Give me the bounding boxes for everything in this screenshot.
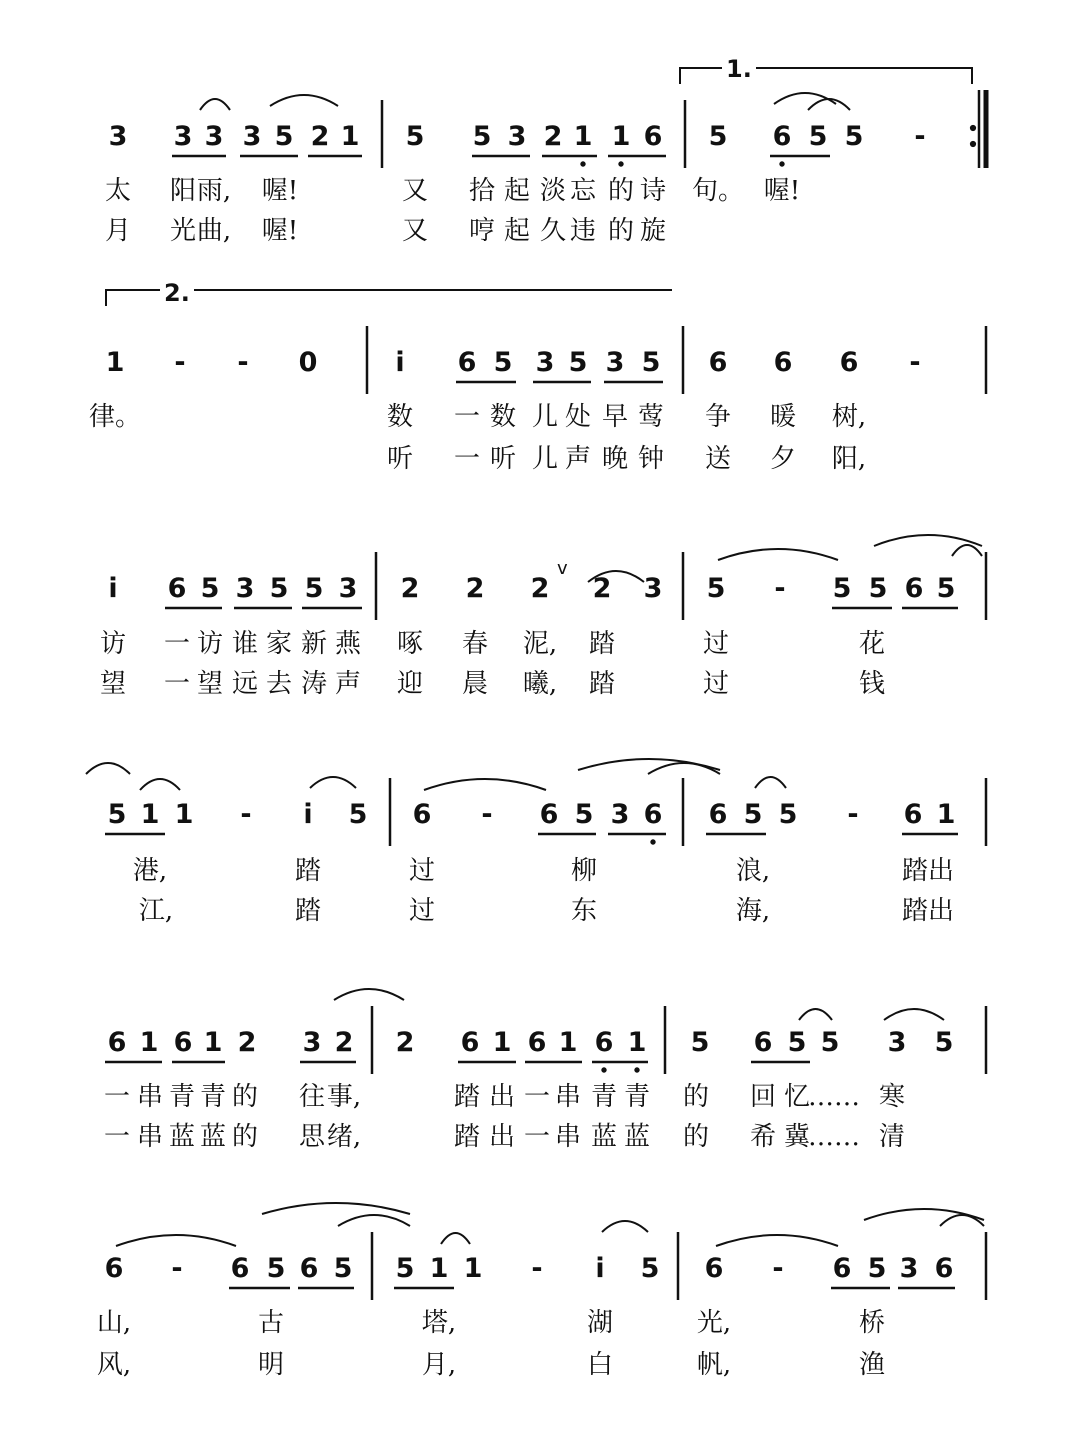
lyric-verse-2: 旋 (639, 216, 667, 246)
lyric-verse-2: 久 (539, 216, 567, 246)
note: 5 (574, 799, 594, 830)
slur (200, 99, 230, 110)
lyric-verse-1: 湖 (586, 1308, 614, 1338)
lyric-verse-2: 起 (503, 216, 531, 246)
note: 0 (298, 347, 318, 378)
note: - (531, 1253, 543, 1284)
lyric-verse-1: 暖 (769, 402, 797, 432)
note: 6 (173, 1027, 193, 1058)
lyric-verse-2: 渔 (858, 1350, 886, 1380)
lyric-verse-2: 月 (104, 216, 132, 246)
lyric-verse-1: 青 (168, 1082, 196, 1112)
lyric-verse-1: 过 (702, 629, 730, 659)
slur (952, 545, 982, 556)
note: - (909, 347, 921, 378)
note: 5 (708, 121, 728, 152)
note: 2 (592, 573, 612, 604)
note: 6 (107, 1027, 127, 1058)
note: 3 (338, 573, 358, 604)
lyric-verse-1: 泥, (522, 629, 558, 659)
note: i (303, 799, 313, 830)
slur (441, 1233, 470, 1244)
note: 5 (808, 121, 828, 152)
note: 5 (472, 121, 492, 152)
note: 6 (704, 1253, 724, 1284)
lyric-verse-2: 江, (138, 896, 174, 926)
lyric-verse-2: 踏 (294, 896, 322, 926)
note: i (595, 1253, 605, 1284)
note: 6 (167, 573, 187, 604)
slur (338, 1215, 410, 1226)
note: 3 (204, 121, 224, 152)
lyric-verse-2: 钟 (637, 444, 665, 474)
lyric-verse-1: 踏 (294, 856, 322, 886)
lyric-verse-2: 蓝 (590, 1122, 618, 1152)
lyric-verse-1: 访 (196, 629, 224, 659)
note: 3 (535, 347, 555, 378)
lyric-verse-2: …… (808, 1122, 860, 1152)
lyric-verse-1: 回 (749, 1082, 777, 1112)
note: 6 (772, 121, 792, 152)
lyric-verse-1: 踏 (588, 629, 616, 659)
note: - (174, 347, 186, 378)
lyric-verse-1: 数 (386, 402, 414, 432)
note: 3 (242, 121, 262, 152)
note: 6 (412, 799, 432, 830)
note: 6 (839, 347, 859, 378)
note: - (481, 799, 493, 830)
note: 2 (400, 573, 420, 604)
lyric-verse-2: 又 (401, 216, 429, 246)
lyric-verse-1: 踏 (453, 1082, 481, 1112)
lyric-verse-1: 的 (231, 1082, 259, 1112)
note: 3 (610, 799, 630, 830)
slur (716, 1235, 838, 1246)
lyric-verse-2: 一 (523, 1122, 551, 1152)
note: - (772, 1253, 784, 1284)
lyric-verse-2: 冀 (783, 1122, 811, 1152)
lyric-verse-1: 光, (696, 1308, 732, 1338)
lyric-verse-1: 一 (523, 1082, 551, 1112)
note: 2 (310, 121, 330, 152)
lyric-verse-2: 去 (265, 669, 293, 699)
note: 6 (457, 347, 477, 378)
low-octave-dot (780, 162, 784, 166)
lyric-verse-1: 律。 (88, 402, 142, 432)
lyric-verse-2: 远 (231, 669, 259, 699)
note: 2 (334, 1027, 354, 1058)
lyric-verse-2: 踏 (453, 1122, 481, 1152)
low-octave-dot (651, 840, 655, 844)
lyric-verse-1: 数 (489, 402, 517, 432)
lyric-verse-1: 事, (326, 1082, 362, 1112)
note: 2 (543, 121, 563, 152)
lyric-verse-2: 蓝 (199, 1122, 227, 1152)
note: 5 (832, 573, 852, 604)
lyric-verse-2: 一 (163, 669, 191, 699)
slur (262, 1203, 410, 1214)
slur (940, 1215, 984, 1226)
note: 6 (934, 1253, 954, 1284)
lyric-verse-1: 青 (199, 1082, 227, 1112)
lyric-verse-1: 燕 (334, 629, 362, 659)
note: 5 (787, 1027, 807, 1058)
lyric-verse-2: 清 (878, 1122, 906, 1152)
lyric-verse-2: 喔! (261, 216, 299, 246)
lyric-verse-1: 出 (488, 1082, 516, 1112)
lyric-verse-1: 啄 (396, 629, 424, 659)
lyric-verse-2: 海, (735, 896, 771, 926)
slur (718, 549, 838, 560)
slur (116, 1235, 236, 1246)
lyric-verse-1: 一 (103, 1082, 131, 1112)
lyric-verse-2: 一 (103, 1122, 131, 1152)
low-octave-dot (635, 1068, 639, 1072)
lyric-verse-2: 踏出 (901, 896, 955, 926)
lyric-verse-2: 希 (749, 1122, 777, 1152)
note: 1 (558, 1027, 578, 1058)
lyric-verse-2: 声 (564, 444, 592, 474)
note: 3 (605, 347, 625, 378)
note: 5 (348, 799, 368, 830)
note: 3 (235, 573, 255, 604)
note: 6 (904, 573, 924, 604)
note: 1 (140, 799, 160, 830)
lyric-verse-1: 喔! (763, 176, 801, 206)
note: 6 (903, 799, 923, 830)
note: 6 (539, 799, 559, 830)
note: - (847, 799, 859, 830)
lyric-verse-2: 晚 (601, 444, 629, 474)
lyric-verse-1: 又 (401, 176, 429, 206)
note: 6 (832, 1253, 852, 1284)
lyric-verse-1: 阳 (169, 176, 197, 206)
lyric-verse-1: 太 (104, 176, 132, 206)
lyric-verse-1: 浪, (735, 856, 771, 886)
note: 3 (507, 121, 527, 152)
note: 6 (299, 1253, 319, 1284)
lyric-verse-1: 莺 (637, 402, 665, 432)
lyric-verse-1: 塔, (421, 1308, 457, 1338)
lyric-verse-2: 蓝 (623, 1122, 651, 1152)
note: 2 (465, 573, 485, 604)
lyric-verse-2: 过 (702, 669, 730, 699)
lyric-verse-1: 古 (257, 1308, 285, 1338)
lyric-verse-1: 一 (453, 402, 481, 432)
lyric-verse-2: 听 (489, 444, 517, 474)
lyric-verse-2: 儿 (531, 444, 559, 474)
lyric-verse-1: 的 (607, 176, 635, 206)
volta-label-2: 2. (160, 280, 194, 306)
note: 3 (643, 573, 663, 604)
note: 5 (936, 573, 956, 604)
note: 5 (493, 347, 513, 378)
slur (270, 95, 338, 106)
lyric-verse-1: 访 (99, 629, 127, 659)
note: 1 (203, 1027, 223, 1058)
lyric-verse-1: 柳 (570, 856, 598, 886)
lyric-verse-2: 违 (569, 216, 597, 246)
slur (140, 779, 180, 790)
note: 1 (340, 121, 360, 152)
lyric-verse-1: 谁 (231, 629, 259, 659)
repeat-dot (970, 125, 975, 130)
lyric-verse-1: 诗 (639, 176, 667, 206)
lyric-verse-2: 月, (421, 1350, 457, 1380)
note: 3 (899, 1253, 919, 1284)
lyric-verse-1: 往 (298, 1082, 326, 1112)
lyric-verse-1: 青 (623, 1082, 651, 1112)
note: 6 (594, 1027, 614, 1058)
lyric-verse-1: 儿 (531, 402, 559, 432)
lyric-verse-2: 涛 (300, 669, 328, 699)
lyric-verse-2: 光 (169, 216, 197, 246)
lyric-verse-1: 春 (461, 629, 489, 659)
lyric-verse-1: 处 (564, 402, 592, 432)
note: 6 (527, 1027, 547, 1058)
note: 6 (230, 1253, 250, 1284)
note: 3 (173, 121, 193, 152)
note: i (395, 347, 405, 378)
slur (799, 1009, 832, 1020)
lyric-verse-1: 新 (300, 629, 328, 659)
note: 5 (405, 121, 425, 152)
lyric-verse-1: 早 (601, 402, 629, 432)
lyric-verse-1: 的 (682, 1082, 710, 1112)
note: 5 (568, 347, 588, 378)
note: - (774, 573, 786, 604)
lyric-verse-1: 寒 (878, 1082, 906, 1112)
note: 2 (530, 573, 550, 604)
note: 5 (867, 1253, 887, 1284)
note: i (108, 573, 118, 604)
note: 5 (868, 573, 888, 604)
lyric-verse-1: 起 (503, 176, 531, 206)
lyric-verse-1: 青 (590, 1082, 618, 1112)
lyric-verse-2: 白 (586, 1350, 614, 1380)
lyric-verse-2: 蓝 (168, 1122, 196, 1152)
note: - (914, 121, 926, 152)
note: 3 (302, 1027, 322, 1058)
lyric-verse-1: 花 (858, 629, 886, 659)
slur (424, 779, 546, 790)
note: 5 (107, 799, 127, 830)
lyric-verse-2: 听 (386, 444, 414, 474)
note: 6 (104, 1253, 124, 1284)
lyric-verse-2: 的 (607, 216, 635, 246)
lyric-verse-2: 过 (408, 896, 436, 926)
lyric-verse-2: 阳, (831, 444, 867, 474)
slur (602, 1221, 648, 1232)
note: 5 (690, 1027, 710, 1058)
note: - (237, 347, 249, 378)
note: 5 (395, 1253, 415, 1284)
lyric-verse-2: 望 (99, 669, 127, 699)
slur (334, 989, 404, 1000)
note: 6 (460, 1027, 480, 1058)
note: 2 (237, 1027, 257, 1058)
slur (648, 763, 720, 774)
lyric-verse-2: 的 (231, 1122, 259, 1152)
lyric-verse-1: 忆 (783, 1082, 811, 1112)
lyric-verse-2: 一 (453, 444, 481, 474)
lyric-verse-1: 踏出 (901, 856, 955, 886)
lyric-verse-1: 雨, (196, 176, 232, 206)
note: 1 (936, 799, 956, 830)
lyric-verse-2: 曲, (196, 216, 232, 246)
note: 1 (429, 1253, 449, 1284)
lyric-verse-2: 串 (136, 1122, 164, 1152)
note: 5 (269, 573, 289, 604)
note: 5 (844, 121, 864, 152)
note: 2 (395, 1027, 415, 1058)
note: 1 (492, 1027, 512, 1058)
note: 5 (706, 573, 726, 604)
note: 1 (573, 121, 593, 152)
lyric-verse-2: 思 (298, 1122, 326, 1152)
note: 5 (934, 1027, 954, 1058)
lyric-verse-2: 曦, (522, 669, 558, 699)
lyric-verse-1: 过 (408, 856, 436, 886)
note: 5 (304, 573, 324, 604)
lyric-verse-2: 串 (554, 1122, 582, 1152)
lyric-verse-2: 哼 (468, 216, 496, 246)
note: 5 (778, 799, 798, 830)
lyric-verse-1: 桥 (858, 1308, 886, 1338)
lyric-verse-2: 帆, (696, 1350, 732, 1380)
note: 5 (820, 1027, 840, 1058)
lyric-verse-2: 东 (570, 896, 598, 926)
lyric-verse-1: 家 (265, 629, 293, 659)
volta-label-1: 1. (722, 56, 756, 82)
lyric-verse-2: 晨 (461, 669, 489, 699)
note: 1 (105, 347, 125, 378)
lyric-verse-2: 绪, (326, 1122, 362, 1152)
note: 6 (773, 347, 793, 378)
lyric-verse-2: 夕 (769, 444, 797, 474)
note: 6 (708, 799, 728, 830)
low-octave-dot (581, 162, 585, 166)
lyric-verse-2: 踏 (588, 669, 616, 699)
slur (884, 1009, 944, 1020)
note: 1 (611, 121, 631, 152)
lyric-verse-1: 串 (554, 1082, 582, 1112)
breath-mark: v (557, 558, 568, 579)
lyric-verse-2: 的 (682, 1122, 710, 1152)
lyric-verse-1: 串 (136, 1082, 164, 1112)
note: 1 (174, 799, 194, 830)
note: - (171, 1253, 183, 1284)
note: 5 (333, 1253, 353, 1284)
note: 5 (274, 121, 294, 152)
note: 5 (266, 1253, 286, 1284)
note: 1 (463, 1253, 483, 1284)
lyric-verse-2: 声 (334, 669, 362, 699)
note: 6 (643, 121, 663, 152)
lyric-verse-2: 钱 (858, 669, 886, 699)
slur (310, 777, 356, 788)
lyric-verse-2: 望 (196, 669, 224, 699)
note: 5 (640, 1253, 660, 1284)
note: 5 (200, 573, 220, 604)
low-octave-dot (602, 1068, 606, 1072)
slur (755, 777, 786, 788)
lyric-verse-1: 港, (132, 856, 168, 886)
note: 3 (108, 121, 128, 152)
lyric-verse-1: 一 (163, 629, 191, 659)
lyric-verse-2: 明 (257, 1350, 285, 1380)
lyric-verse-2: 风, (96, 1350, 132, 1380)
lyric-verse-2: 迎 (396, 669, 424, 699)
note: 6 (753, 1027, 773, 1058)
lyric-verse-1: 树, (831, 402, 867, 432)
note: 1 (627, 1027, 647, 1058)
note: 6 (643, 799, 663, 830)
lyric-verse-2: 出 (488, 1122, 516, 1152)
lyric-verse-2: 送 (704, 444, 732, 474)
note: 5 (641, 347, 661, 378)
repeat-dot (970, 141, 975, 146)
lyric-verse-1: 句。 (691, 176, 745, 206)
note: 1 (139, 1027, 159, 1058)
lyric-verse-1: 争 (704, 402, 732, 432)
lyric-verse-1: 山, (96, 1308, 132, 1338)
note: 6 (708, 347, 728, 378)
note: - (240, 799, 252, 830)
slur (86, 763, 130, 774)
lyric-verse-1: 喔! (261, 176, 299, 206)
lyric-verse-1: 淡 (539, 176, 567, 206)
lyric-verse-1: …… (808, 1082, 860, 1112)
lyric-verse-1: 忘 (569, 176, 597, 206)
lyric-verse-1: 拾 (468, 176, 496, 206)
low-octave-dot (619, 162, 623, 166)
note: 5 (743, 799, 763, 830)
note: 3 (887, 1027, 907, 1058)
